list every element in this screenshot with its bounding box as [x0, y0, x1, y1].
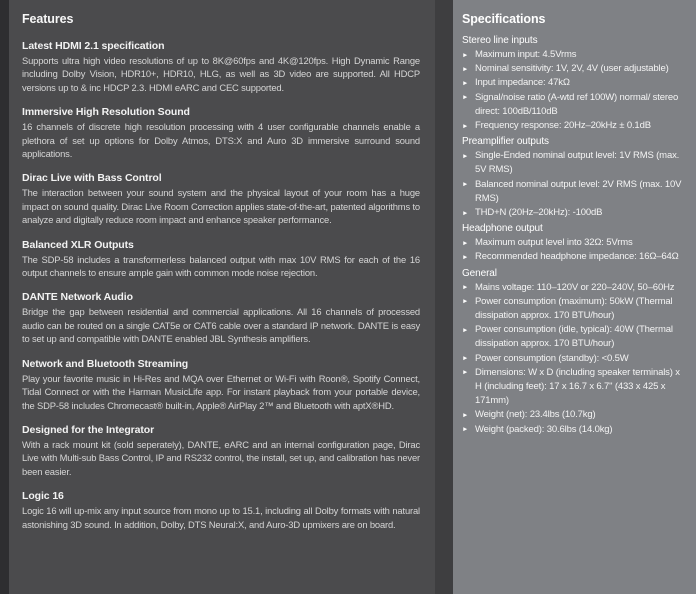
bullet-arrow-icon: ►	[462, 355, 469, 363]
spec-item-text: Weight (packed): 30.6lbs (14.0kg)	[475, 423, 613, 435]
specifications-title: Specifications	[462, 12, 546, 26]
feature-body: Logic 16 will up-mix any input source from mono up to 15.1, including all Dolby formats with natural astonishing 3D sound. In addition, Dolby, DTS Neural:X, and Auro-3D upmixers are on board.	[22, 505, 420, 530]
feature-body: Play your favorite music in Hi-Res and MQA over Ethernet or Wi-Fi with Roon®, Spotify Connect, Tidal Connect or with the Harman MusicLife app. For instant playback from your portable device, the SDP-58 includes Chromecast® built-in, Apple® AirPlay 2™ and Bluetooth with aptX®HD.	[22, 372, 420, 411]
spec-group-heading: Preamplifier outputs	[462, 136, 549, 148]
feature-section	[22, 172, 420, 226]
spec-item-text: Maximum output level into 32Ω: 5Vrms	[475, 237, 633, 249]
bullet-arrow-icon: ►	[462, 51, 469, 59]
spec-item	[462, 206, 688, 220]
page-left-edge	[0, 0, 9, 594]
feature-heading: Designed for the Integrator	[22, 423, 155, 436]
spec-item	[462, 91, 688, 119]
spec-group	[462, 268, 688, 437]
bullet-arrow-icon: ►	[462, 284, 469, 292]
feature-section	[22, 358, 420, 412]
feature-heading: DANTE Network Audio	[22, 291, 133, 304]
bullet-arrow-icon: ►	[462, 79, 469, 87]
spec-list	[462, 48, 688, 133]
bullet-arrow-icon: ►	[462, 411, 469, 419]
spec-item-text: Power consumption (standby): <0.5W	[475, 352, 629, 364]
spec-item	[462, 423, 688, 437]
spec-item-text: Maximum input: 4.5Vrms	[475, 49, 577, 60]
feature-section	[22, 291, 420, 345]
bullet-arrow-icon: ►	[462, 94, 469, 102]
spec-item-text: Single-Ended nominal output level: 1V RMS (max. 5V RMS)	[475, 150, 680, 176]
spec-group-list	[462, 35, 688, 437]
feature-section	[22, 106, 420, 160]
feature-heading: Logic 16	[22, 490, 64, 503]
bullet-arrow-icon: ►	[462, 209, 469, 217]
feature-body: Bridge the gap between residential and commercial applications. All 16 channels of processed audio can be routed on a single CAT5e or CAT6 cable over a standard IP network. DANTE is easy to set up and compatible with DANTE enabled JBL Synthesis amplifiers.	[22, 306, 420, 345]
feature-body: The SDP-58 includes a transformerless balanced output with max 10V RMS for each of the 16 output channels to ensure ample gain with common mode noise rejection.	[22, 253, 420, 279]
spec-item	[462, 408, 688, 422]
features-title: Features	[22, 12, 74, 26]
spec-item	[462, 178, 688, 206]
spec-list	[462, 236, 688, 264]
spec-item-text: Nominal sensitivity: 1V, 2V, 4V (user adjustable)	[475, 63, 669, 75]
bullet-arrow-icon: ►	[462, 122, 469, 130]
bullet-arrow-icon: ►	[462, 426, 469, 434]
bullet-arrow-icon: ►	[462, 369, 469, 377]
spec-group-heading: Stereo line inputs	[462, 35, 538, 46]
spec-item-text: THD+N (20Hz–20kHz): -100dB	[475, 207, 603, 219]
feature-section	[22, 424, 420, 478]
spec-item-text: Power consumption (maximum): 50kW (Thermal dissipation approx. 170 BTU/hour)	[475, 295, 673, 322]
spec-item-text: Recommended headphone impedance: 16Ω–64Ω	[475, 251, 679, 263]
features-column	[9, 0, 435, 594]
feature-heading: Network and Bluetooth Streaming	[22, 357, 189, 370]
bullet-arrow-icon: ►	[462, 326, 469, 334]
spec-item	[462, 295, 688, 323]
spec-item	[462, 236, 688, 250]
feature-heading: Balanced XLR Outputs	[22, 238, 134, 251]
spec-item-text: Signal/noise ratio (A-wtd ref 100W) normal/ stereo direct: 100dB/110dB	[475, 91, 679, 117]
spec-item	[462, 352, 688, 366]
bullet-arrow-icon: ►	[462, 152, 469, 160]
spec-item	[462, 281, 688, 295]
spec-item-text: Frequency response: 20Hz–20kHz ± 0.1dB	[475, 120, 651, 132]
spec-list	[462, 281, 688, 437]
bullet-arrow-icon: ►	[462, 239, 469, 247]
spec-item-text: Mains voltage: 110–120V or 220–240V, 50–60Hz	[475, 281, 675, 293]
spec-item-text: Power consumption (idle, typical): 40W (Thermal dissipation approx. 170 BTU/hour)	[475, 324, 673, 350]
specifications-column	[453, 0, 696, 594]
feature-heading: Dirac Live with Bass Control	[22, 172, 162, 185]
feature-section	[22, 239, 420, 280]
bullet-arrow-icon: ►	[462, 253, 469, 261]
spec-item-text: Dimensions: W x D (including speaker terminals) x H (including feet): 17 x 16.7 x 6.7" (433 x 425 x 171mm)	[475, 366, 680, 407]
spec-item	[462, 366, 688, 409]
feature-body: Supports ultra high video resolutions of up to 8K@60fps and 4K@120fps. High Dynamic Range including Dolby Vision, HDR10+, HDR10, HLG, as well as 3D video are supported. All HDCP versions up to & inc HDCP 2.3. HDMI eARC and CEC supported.	[22, 55, 420, 93]
column-divider	[435, 0, 453, 594]
spec-item	[462, 76, 688, 90]
spec-list	[462, 149, 688, 220]
feature-section	[22, 40, 420, 94]
bullet-arrow-icon: ►	[462, 65, 469, 73]
feature-heading: Latest HDMI 2.1 specification	[22, 40, 165, 52]
spec-item	[462, 149, 688, 177]
feature-heading: Immersive High Resolution Sound	[22, 106, 190, 119]
spec-item	[462, 48, 688, 62]
feature-body: 16 channels of discrete high resolution processing with 4 user configurable channels enable a plethora of set up options for Dolby Atmos, DTS:X and Auro 3D immersive surround sound applications.	[22, 121, 420, 160]
bullet-arrow-icon: ►	[462, 298, 469, 306]
spec-item-text: Balanced nominal output level: 2V RMS (max. 10V RMS)	[475, 178, 682, 204]
feature-body: The interaction between your sound system and the physical layout of your room has a huge impact on sound quality. Dirac Live Room Correction applies state-of-the-art, patented algorithms to analyze and digitally reduce room impact and enhance speaker performance.	[22, 187, 420, 226]
spec-item	[462, 250, 688, 264]
features-section-list	[22, 40, 420, 531]
spec-group	[462, 35, 688, 133]
spec-item	[462, 119, 688, 133]
bullet-arrow-icon: ►	[462, 181, 469, 189]
spec-item	[462, 323, 688, 351]
spec-item-text: Weight (net): 23.4lbs (10.7kg)	[475, 409, 596, 421]
feature-section	[22, 490, 420, 531]
spec-group	[462, 136, 688, 220]
spec-group	[462, 223, 688, 264]
spec-group-heading: Headphone output	[462, 223, 543, 235]
spec-group-heading: General	[462, 267, 497, 279]
spec-item	[462, 62, 688, 76]
feature-body: With a rack mount kit (sold seperately), DANTE, eARC and an internal configuration page, Dirac Live with Multi-sub Bass Control, IP and RS232 control, the install, set up, and calibration has never been easier.	[22, 438, 420, 477]
spec-item-text: Input impedance: 47kΩ	[475, 77, 570, 89]
